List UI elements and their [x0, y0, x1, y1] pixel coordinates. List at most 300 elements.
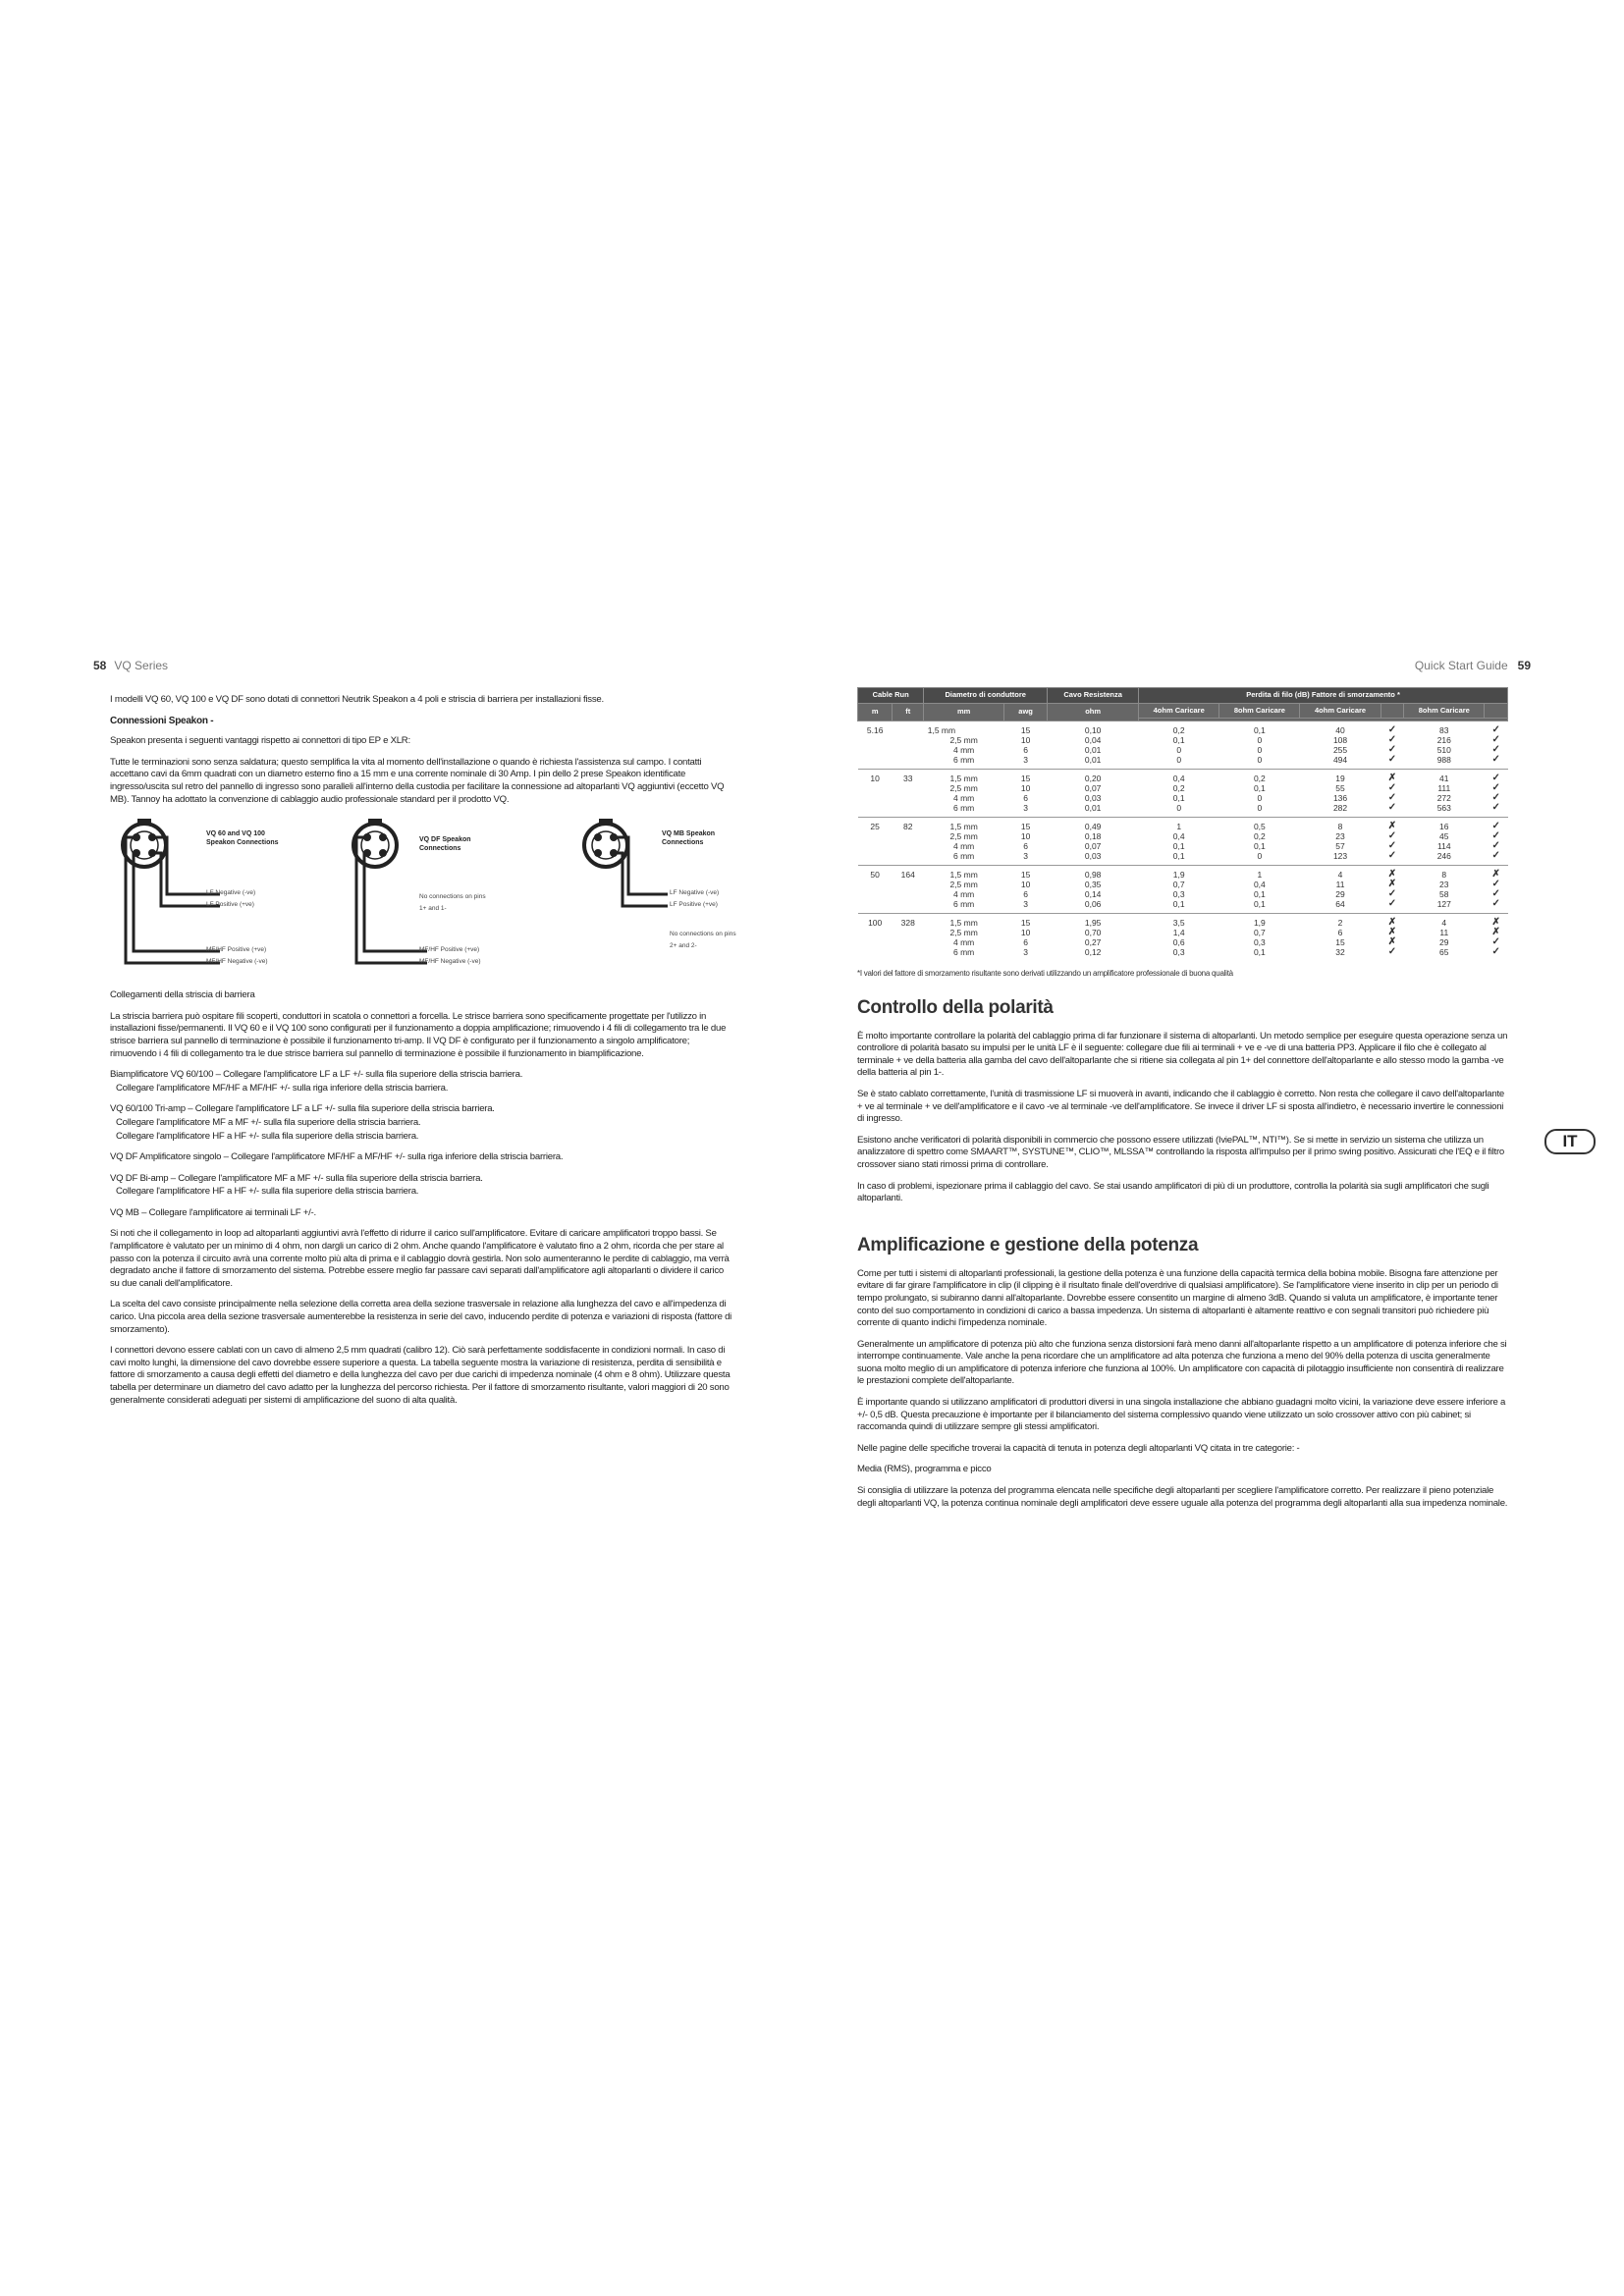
table-cell: 6: [1023, 937, 1028, 947]
speakon-diagrams: [110, 816, 736, 978]
amp-paragraph-2: Generalmente un amplificatore di potenza più alto che funziona senza distorsioni farà meno danni all'altoparlante rispetto a un amplificatore di potenza inferiore che si interrompe continuamente. Vale anche la pena ricordare che un amplificatore ad alta potenza che funziona a meno del 90% della potenza di uscita generalmente suona molto meglio di un amplificatore di potenza inferiore che funziona al 100%. Un amplificatore con capacità di pilotaggio insufficiente non consentirà di realizzare le prestazioni complete dell'altoparlante.: [857, 1338, 1507, 1387]
right-page-number: 59: [1517, 659, 1531, 672]
table-cell: 10: [858, 770, 893, 784]
table-cell: 4 mm: [953, 745, 975, 755]
table-cell: 0,1: [1172, 735, 1185, 745]
table-cell: 15: [1004, 914, 1048, 929]
table-cell: 2,5 mm: [949, 735, 978, 745]
table-cell: 4 mm: [953, 793, 975, 803]
table-cell: 0,3: [1253, 937, 1266, 947]
th-m: m: [858, 703, 893, 721]
diagram2-label-2: 1+ and 1-: [419, 905, 447, 913]
table-cell: 0,1: [1172, 841, 1185, 851]
diagram2-title-line2: Connections: [419, 845, 461, 853]
table-cell: 25: [858, 818, 893, 832]
diagram1-label-2: LF Positive (+ve): [206, 901, 254, 909]
table-cell: 16: [1404, 818, 1485, 832]
table-cell: 0: [1176, 755, 1182, 765]
table-row: [858, 841, 1508, 851]
table-row: [858, 745, 1508, 755]
table-cell: 40: [1300, 721, 1380, 736]
table-cell: 10: [1020, 831, 1031, 841]
table-row: [858, 803, 1508, 818]
amplification-heading: Amplificazione e gestione della potenza: [857, 1234, 1199, 1255]
left-series-name: VQ Series: [114, 659, 169, 672]
table-cell: 1,9: [1219, 914, 1300, 929]
table-cell: 83: [1404, 721, 1485, 736]
table-cell: 0,12: [1084, 947, 1102, 957]
polarity-paragraph-2: Se è stato cablato correttamente, l'unità di trasmissione LF si muoverà in avanti, indicando che il cablaggio è corretto. Non resta che collegare il cavo dell'altoparlante + ve al terminale + ve dell'amplificatore e il cavo -ve al terminale -ve dell'amplificatore. Se invece il driver LF si sposta all'indietro, è necessario invertire le connessioni di ingresso.: [857, 1088, 1504, 1125]
table-row: [858, 818, 1508, 832]
loop-paragraph: Si noti che il collegamento in loop ad altoparlanti aggiuntivi avrà l'effetto di ridurre il carico sull'amplificatore. Evitare di caricare amplificatori troppo bassi. Se l'amplificatore è valutato per un minimo di 4 ohm, non dargli un carico di 2 ohm. Anche quando l'amplificatore è valutato fino a 2 ohm, ricorda che per stare al passo con la potenza il circuito avrà una corrente molto più alta di prima e il cablaggio dovrà gestirla. Non solo aumenteranno le perdite di cablaggio, ma verrà degradato anche il fattore di smorzamento del sistema. Potrebbe essere meglio far passare cavi separati dall'amplificatore agli altoparlanti o dividere il carico su due canali dell'amplificatore.: [110, 1228, 730, 1289]
table-cell: [858, 889, 893, 899]
polarity-paragraph-1: È molto importante controllare la polarità del cablaggio prima di far funzionare il sistema di altoparlanti. Un metodo semplice per eseguire questa operazione senza un controllore di polarità basato su impulsi per le unità LF è il seguente: collegare due fili ai terminali + ve e -ve di una batteria PP3. Applicare il filo che è collegato al terminale + ve della batteria alla gamba del cavo dell'altoparlante che si ritiene sia collegata al pin 1+ del connettore dell'altoparlante e allo stesso modo la gamba -ve della batteria al pin 1-.: [857, 1030, 1508, 1079]
table-cell: ✓: [1485, 818, 1508, 832]
table-cell: ✓: [1387, 840, 1397, 851]
table-cell: 50: [858, 866, 893, 881]
table-cell: 0,1: [1172, 793, 1185, 803]
table-cell: 23: [1439, 880, 1449, 889]
language-tab-it[interactable]: IT: [1544, 1129, 1596, 1154]
table-cell: 494: [1332, 755, 1348, 765]
table-cell: 11: [1439, 928, 1449, 937]
table-cell: 2: [1300, 914, 1380, 929]
table-cell: 246: [1436, 851, 1451, 861]
table-cell: ✓: [1491, 792, 1500, 803]
table-cell: [893, 721, 924, 736]
table-cell: 1,5 mm: [924, 818, 1004, 832]
table-cell: ✓: [1485, 721, 1508, 736]
table-cell: ✓: [1387, 898, 1397, 909]
table-cell: [893, 755, 924, 770]
table-cell: 0: [1176, 803, 1182, 813]
th-ft: ft: [893, 703, 924, 721]
df-single-line: VQ DF Amplificatore singolo – Collegare l'amplificatore MF/HF a MF/HF +/- sulla riga inferiore della striscia barriera.: [110, 1151, 564, 1163]
table-cell: 45: [1439, 831, 1449, 841]
amp-paragraph-4: Nelle pagine delle specifiche troverai la capacità di tenuta in potenza degli altoparlanti VQ citata in tre categorie: -: [857, 1442, 1300, 1454]
table-cell: 10: [1020, 880, 1031, 889]
table-cell: [858, 841, 893, 851]
table-cell: 0,2: [1139, 721, 1219, 736]
table-cell: 5.16: [858, 721, 893, 736]
table-cell: 15: [1004, 770, 1048, 784]
table-cell: 123: [1332, 851, 1348, 861]
table-cell: 6 mm: [953, 803, 975, 813]
table-cell: 0,3: [1172, 889, 1185, 899]
table-footnote: *I valori del fattore di smorzamento risultante sono derivati utilizzando un amplificatore professionale di buona qualità: [857, 969, 1233, 978]
table-cell: 58: [1439, 889, 1449, 899]
table-cell: 0,01: [1084, 755, 1102, 765]
table-cell: 0,10: [1048, 721, 1139, 736]
table-cell: 0,01: [1084, 803, 1102, 813]
cable-loss-table: [857, 687, 1508, 961]
table-cell: ✓: [1491, 946, 1500, 957]
table-cell: ✓: [1387, 830, 1397, 841]
amp-paragraph-1: Come per tutti i sistemi di altoparlanti professionali, la gestione della potenza è una funzione della capacità termica della bobina mobile. Bisogna fare attenzione per evitare di far girare l'amplificatore in clip (il clipping è il risultato finale dell'overdrive di qualsiasi amplificatore). Se l'amplificatore viene inserito in clip per un periodo di tempo prolungato, si subiranno danni all'altoparlante. Dovrebbe essere consentito un margine di almeno 3dB. Quando si valuta un amplificatore, è importante tener conto del suo comportamento in condizioni di carico a bassa impedenza. Un sistema di altoparlanti è altamente reattivo e con segnali transitori può richiedere più corrente di quanto indichi l'impedenza nominale.: [857, 1267, 1498, 1329]
table-cell: ✗: [1380, 866, 1404, 881]
table-cell: 0,1: [1253, 889, 1266, 899]
table-cell: 0,1: [1172, 899, 1185, 909]
table-cell: 272: [1436, 793, 1451, 803]
table-cell: 0,20: [1048, 770, 1139, 784]
table-cell: 0,1: [1172, 851, 1185, 861]
table-cell: ✓: [1491, 744, 1500, 755]
table-cell: 57: [1335, 841, 1345, 851]
table-cell: 6 mm: [953, 947, 975, 957]
table-row: [858, 755, 1508, 770]
table-cell: 0: [1257, 803, 1263, 813]
table-row: [858, 783, 1508, 793]
table-cell: ✗: [1380, 770, 1404, 784]
th-loss: Perdita di filo (dB) Fattore di smorzamento *: [1139, 688, 1508, 704]
table-cell: ✓: [1387, 802, 1397, 813]
table-cell: 10: [1020, 783, 1031, 793]
table-cell: ✗: [1485, 914, 1508, 929]
right-page-header: [1415, 659, 1531, 672]
table-cell: [893, 889, 924, 899]
triamp-line-2: Collegare l'amplificatore MF a MF +/- sulla fila superiore della striscia barriera.: [116, 1116, 421, 1128]
table-cell: 0: [1257, 851, 1263, 861]
table-row: [858, 889, 1508, 899]
table-cell: [858, 745, 893, 755]
th-cable-run: Cable Run: [858, 688, 924, 704]
table-cell: 29: [1335, 889, 1345, 899]
table-cell: 8: [1404, 866, 1485, 881]
table-cell: 11: [1335, 880, 1345, 889]
table-cell: 216: [1436, 735, 1451, 745]
table-cell: ✗: [1387, 879, 1397, 889]
table-cell: ✓: [1491, 782, 1500, 793]
table-cell: 0,1: [1253, 899, 1266, 909]
table-cell: [893, 735, 924, 745]
table-cell: ✗: [1387, 936, 1397, 947]
table-row: [858, 866, 1508, 881]
diagram2-label-4: MF/HF Negative (-ve): [419, 958, 481, 966]
table-cell: 2,5 mm: [949, 880, 978, 889]
table-cell: 164: [893, 866, 924, 881]
table-cell: 1: [1219, 866, 1300, 881]
table-cell: ✓: [1387, 744, 1397, 755]
table-cell: ✓: [1491, 754, 1500, 765]
th-8ohm-damping: 8ohm Caricare: [1404, 703, 1485, 719]
table-cell: 0,04: [1084, 735, 1102, 745]
table-cell: 0,4: [1253, 880, 1266, 889]
diagram3-title: [662, 829, 715, 847]
table-cell: 8: [1300, 818, 1380, 832]
triamp-line-3: Collegare l'amplificatore HF a HF +/- sulla fila superiore della striscia barriera.: [116, 1130, 419, 1142]
table-row: [858, 899, 1508, 914]
table-cell: 0,3: [1172, 947, 1185, 957]
table-row: [858, 928, 1508, 937]
table-cell: 33: [893, 770, 924, 784]
table-cell: [893, 831, 924, 841]
table-cell: 0: [1257, 793, 1263, 803]
table-cell: 0,2: [1253, 831, 1266, 841]
table-cell: [893, 947, 924, 961]
table-cell: 0,1: [1219, 721, 1300, 736]
barrier-paragraph: La striscia barriera può ospitare fili scoperti, conduttori in scatola o connettori a forcella. Le strisce barriera sono specificamente progettate per l'utilizzo in installazioni fisse/permanenti. Il VQ 60 e il VQ 100 sono configurati per il funzionamento a doppia amplificazione; rimuovendo i 4 fili di collegamento tra le due strisce barriera sul pannello di terminazione è possibile il funzionamento tri-amp. Il VQ DF è configurato per il funzionamento a singolo amplificatore; rimuovendo i 4 fili di collegamento tra le due strisce barriera sul pannello di terminazione è possibile il funzionamento in biamplificazione.: [110, 1010, 727, 1059]
table-cell: 55: [1335, 783, 1345, 793]
table-cell: 65: [1439, 947, 1449, 957]
table-cell: [893, 928, 924, 937]
table-cell: 0,14: [1084, 889, 1102, 899]
th-resistance: Cavo Resistenza: [1048, 688, 1139, 704]
table-cell: 4: [1404, 914, 1485, 929]
table-cell: 0,27: [1084, 937, 1102, 947]
table-cell: 0,1: [1253, 947, 1266, 957]
table-cell: ✓: [1491, 840, 1500, 851]
table-cell: 6 mm: [953, 899, 975, 909]
mb-line: VQ MB – Collegare l'amplificatore ai terminali LF +/-.: [110, 1206, 316, 1218]
table-cell: ✗: [1485, 866, 1508, 881]
table-cell: [893, 937, 924, 947]
table-cell: 15: [1335, 937, 1345, 947]
table-cell: 10: [1020, 928, 1031, 937]
table-cell: 6: [1023, 745, 1028, 755]
table-cell: 10: [1020, 735, 1031, 745]
table-cell: 0,03: [1084, 793, 1102, 803]
amp-paragraph-5: Media (RMS), programma e picco: [857, 1464, 992, 1475]
table-cell: 32: [1335, 947, 1345, 957]
table-cell: ✓: [1387, 850, 1397, 861]
table-cell: ✗: [1387, 927, 1397, 937]
left-page-header: [93, 659, 168, 672]
table-row: [858, 851, 1508, 866]
table-body: [858, 721, 1508, 962]
table-cell: ✓: [1387, 782, 1397, 793]
table-cell: 15: [1004, 721, 1048, 736]
table-cell: 0: [1257, 735, 1263, 745]
table-cell: 3,5: [1139, 914, 1219, 929]
th-diameter: Diametro di conduttore: [924, 688, 1048, 704]
table-cell: 2,5 mm: [949, 831, 978, 841]
table-cell: ✓: [1491, 879, 1500, 889]
table-cell: [858, 899, 893, 914]
table-cell: [858, 735, 893, 745]
th-blank-2: [1485, 703, 1508, 719]
table-cell: 0,01: [1084, 745, 1102, 755]
table-cell: 0: [1176, 745, 1182, 755]
th-mm: mm: [924, 703, 1004, 721]
table-cell: 6: [1023, 889, 1028, 899]
diagram1-label-1: LF Negative (-ve): [206, 889, 256, 897]
diagram3-title-line1: VQ MB Speakon: [662, 830, 716, 838]
polarity-paragraph-3: Esistono anche verificatori di polarità disponibili in commercio che possono essere utilizzati (IviePAL™, NTI™). Se si mette in servizio un sistema che utilizza un analizzatore di spettro come SMAART™, SYSTUNE™, CLIO™, MLSSA™ controllando la risposta all'impulso per il primo swing positivo. Assicurati che l'EQ e il filtro crossover siano stati rimossi prima di controllare.: [857, 1134, 1505, 1170]
table-cell: 1,95: [1048, 914, 1139, 929]
left-page-content: [110, 694, 736, 1415]
right-guide-name: Quick Start Guide: [1414, 659, 1508, 672]
table-cell: ✓: [1491, 936, 1500, 947]
table-cell: [893, 745, 924, 755]
table-cell: ✓: [1491, 830, 1500, 841]
table-cell: 6: [1023, 841, 1028, 851]
table-cell: 328: [893, 914, 924, 929]
table-cell: 114: [1437, 841, 1451, 851]
table-row: [858, 770, 1508, 784]
table-cell: 0,2: [1219, 770, 1300, 784]
table-cell: ✓: [1387, 734, 1397, 745]
table-cell: [893, 851, 924, 866]
table-cell: 15: [1004, 866, 1048, 881]
speakon-section-title: Connessioni Speakon -: [110, 715, 214, 726]
table-row: [858, 937, 1508, 947]
diagram1-title-line2: Speakon Connections: [206, 839, 279, 847]
table-cell: 4 mm: [953, 937, 975, 947]
table-cell: 6 mm: [953, 851, 975, 861]
biamp-line-2: Collegare l'amplificatore MF/HF a MF/HF +/- sulla riga inferiore della striscia barriera.: [116, 1082, 449, 1094]
amp-paragraph-6: Si consiglia di utilizzare la potenza del programma elencata nelle specifiche degli altoparlanti per scegliere l'amplificatore corretto. Per realizzare il pieno potenziale degli altoparlanti VQ, la potenza continua nominale degli amplificatori deve essere uguale alla potenza del programma degli altoparlanti alla sua impedenza nominale.: [857, 1485, 1508, 1509]
table-cell: 0,7: [1253, 928, 1266, 937]
table-cell: 1: [1139, 818, 1219, 832]
diagram2-label-1: No connections on pins: [419, 893, 486, 901]
table-cell: 100: [858, 914, 893, 929]
table-cell: 282: [1332, 803, 1348, 813]
barrier-section-title: Collegamenti della striscia di barriera: [110, 989, 255, 1001]
table-cell: 6 mm: [953, 755, 975, 765]
table-cell: [893, 793, 924, 803]
diagram3-label-3: No connections on pins: [670, 931, 736, 938]
table-cell: 988: [1436, 755, 1451, 765]
table-cell: 3: [1023, 803, 1028, 813]
table-cell: ✓: [1491, 888, 1500, 899]
table-cell: [858, 793, 893, 803]
df-biamp-line-2: Collegare l'amplificatore HF a HF +/- sulla fila superiore della striscia barriera.: [116, 1186, 419, 1198]
biamp-line-1: Biamplificatore VQ 60/100 – Collegare l'amplificatore LF a LF +/- sulla fila superiore della striscia barriera.: [110, 1069, 523, 1081]
speakon-paragraph-2: Tutte le terminazioni sono senza saldatura; questo semplifica la vita al momento dell'installazione o quando è richiesta l'assistenza sul campo. I contatti accettano cavi da 6mm quadrati con un diametro esterno fino a 15 mm e una corrente nominale di 30 Amp. I pin dello 2 prese Speakon identificate ingresso/uscita sul retro del pannello di ingresso sono paralleli all'interno della custodia per facilitare la connessione ad altoparlanti VQ aggiuntivi (eccetto VQ MB). Tannoy ha adottato la convenzione di cablaggio audio professionale standard per il prodotto VQ.: [110, 756, 725, 805]
connector-paragraph: I connettori devono essere cablati con un cavo di almeno 2,5 mm quadrati (calibro 12). Ciò sarà perfettamente soddisfacente in condizioni normali. In caso di cavi molto lunghi, la dimensione del cavo dovrebbe essere superiore a questa. La tabella seguente mostra la variazione di resistenza, perdita di sensibilità e fattore di smorzamento a causa degli effetti del diametro e della lunghezza del cavo per due carichi di impedenza nominale (4 ohm e 8 ohm). Utilizzare questa tabella per determinare un diametro del cavo adatto per la lunghezza del percorso richiesta. Per il fattore di smorzamento risultante, valori maggiori di 20 sono generalmente considerati adeguati per sistemi di amplificazione del suono di alta qualità.: [110, 1345, 731, 1406]
table-cell: [893, 841, 924, 851]
th-4ohm-damping: 4ohm Caricare: [1300, 703, 1380, 719]
table-cell: ✓: [1491, 898, 1500, 909]
table-cell: 82: [893, 818, 924, 832]
table-cell: [893, 783, 924, 793]
table-cell: ✓: [1491, 734, 1500, 745]
table-cell: 0,2: [1172, 783, 1185, 793]
table-cell: 1,5 mm: [924, 866, 1004, 881]
table-cell: 2,5 mm: [949, 928, 978, 937]
diagram3-title-line2: Connections: [662, 839, 704, 847]
table-cell: 0,18: [1084, 831, 1102, 841]
table-cell: ✓: [1387, 888, 1397, 899]
table-cell: [858, 880, 893, 889]
table-cell: 0: [1257, 745, 1263, 755]
table-cell: 6: [1337, 928, 1343, 937]
table-row: [858, 793, 1508, 803]
diagram1-label-3: MF/HF Positive (+ve): [206, 946, 267, 954]
table-cell: 1,5 mm: [924, 721, 1004, 736]
table-cell: [858, 947, 893, 961]
table-cell: 0,06: [1084, 899, 1102, 909]
table-cell: 1,5 mm: [924, 914, 1004, 929]
table-cell: 111: [1437, 783, 1451, 793]
table-cell: 0,1: [1253, 783, 1266, 793]
cable-paragraph: La scelta del cavo consiste principalmente nella selezione della corretta area della sezione trasversale in relazione alla lunghezza del cavo e all'impedenza di carico. Una piccola area della sezione trasversale aumenterebbe la resistenza in serie del cavo, inducendo perdite di potenza e variazioni di risposta (fattore di smorzamento).: [110, 1299, 732, 1335]
table-cell: 563: [1436, 803, 1451, 813]
diagram1-title-line1: VQ 60 and VQ 100: [206, 830, 265, 838]
table-cell: 2,5 mm: [949, 783, 978, 793]
table-cell: 4 mm: [953, 889, 975, 899]
table-row: [858, 831, 1508, 841]
table-cell: 0,4: [1139, 770, 1219, 784]
polarity-paragraph-4: In caso di problemi, ispezionare prima il cablaggio del cavo. Se stai usando amplificatori di più di un produttore, controlla la polarità sia sugli amplificatori che sugli altoparlanti.: [857, 1180, 1489, 1204]
diagram2-title-line1: VQ DF Speakon: [419, 836, 471, 844]
table-cell: ✓: [1491, 802, 1500, 813]
table-cell: 0,03: [1084, 851, 1102, 861]
table-cell: 3: [1023, 947, 1028, 957]
right-page-content: [857, 687, 1510, 1519]
table-cell: 0,1: [1253, 841, 1266, 851]
th-ohm: ohm: [1048, 703, 1139, 721]
table-cell: 4: [1300, 866, 1380, 881]
speakon-paragraph-1: Speakon presenta i seguenti vantaggi rispetto ai connettori di tipo EP e XLR:: [110, 735, 410, 747]
diagram3-label-4: 2+ and 2-: [670, 942, 697, 950]
table-cell: 0,07: [1084, 783, 1102, 793]
diagram3-label-1: LF Negative (-ve): [670, 889, 720, 897]
table-cell: 1,4: [1172, 928, 1185, 937]
table-cell: ✓: [1387, 946, 1397, 957]
table-cell: [858, 937, 893, 947]
table-cell: 15: [1004, 818, 1048, 832]
table-cell: 19: [1300, 770, 1380, 784]
table-cell: 0,7: [1172, 880, 1185, 889]
table-cell: 1,5 mm: [924, 770, 1004, 784]
table-cell: 108: [1332, 735, 1348, 745]
table-cell: 1,9: [1139, 866, 1219, 881]
df-biamp-line-1: VQ DF Bi-amp – Collegare l'amplificatore MF a MF +/- sulla fila superiore della striscia barriera.: [110, 1172, 483, 1184]
polarity-heading: Controllo della polarità: [857, 996, 1054, 1018]
table-cell: ✓: [1380, 721, 1404, 736]
table-cell: 3: [1023, 755, 1028, 765]
diagram1-label-4: MF/HF Negative (-ve): [206, 958, 268, 966]
diagram2-title: [419, 835, 471, 853]
diagram2-label-3: MF/HF Positive (+ve): [419, 946, 480, 954]
table-cell: ✓: [1387, 754, 1397, 765]
table-cell: 0,5: [1219, 818, 1300, 832]
table-cell: 0,6: [1172, 937, 1185, 947]
table-cell: 510: [1436, 745, 1451, 755]
table-cell: [858, 851, 893, 866]
th-blank-1: [1380, 703, 1404, 719]
amp-paragraph-3: È importante quando si utilizzano amplificatori di produttori diversi in una singola installazione che abbiano guadagni molto vicini, la variazione deve essere inferiore a +/- 0,5 dB. Questa precauzione è importante per il bilanciamento del sistema complessivo quando viene utilizzato un solo crossover attivo con più cabinet; si raccomanda quindi di utilizzare sempre gli stessi amplificatori.: [857, 1397, 1506, 1433]
table-row: [858, 735, 1508, 745]
table-row: [858, 880, 1508, 889]
table-cell: 0,70: [1084, 928, 1102, 937]
table-cell: ✓: [1485, 770, 1508, 784]
left-page-number: 58: [93, 659, 107, 672]
table-cell: 0,07: [1084, 841, 1102, 851]
table-cell: [858, 783, 893, 793]
table-cell: 64: [1335, 899, 1345, 909]
table-cell: [893, 899, 924, 914]
table-cell: 0,35: [1084, 880, 1102, 889]
table-cell: 6: [1023, 793, 1028, 803]
th-awg: awg: [1004, 703, 1048, 721]
table-cell: [858, 831, 893, 841]
table-cell: ✗: [1491, 927, 1500, 937]
table-cell: ✗: [1380, 914, 1404, 929]
table-cell: 0,49: [1048, 818, 1139, 832]
table-cell: [858, 755, 893, 770]
table-cell: 136: [1332, 793, 1348, 803]
table-cell: ✗: [1380, 818, 1404, 832]
table-cell: [893, 880, 924, 889]
table-row: [858, 721, 1508, 736]
diagram1-title: [206, 829, 279, 847]
triamp-line-1: VQ 60/100 Tri-amp – Collegare l'amplificatore LF a LF +/- sulla fila superiore della striscia barriera.: [110, 1103, 495, 1115]
table-cell: ✓: [1387, 792, 1397, 803]
th-8ohm-loss: 8ohm Caricare: [1219, 703, 1300, 719]
table-cell: 23: [1335, 831, 1345, 841]
